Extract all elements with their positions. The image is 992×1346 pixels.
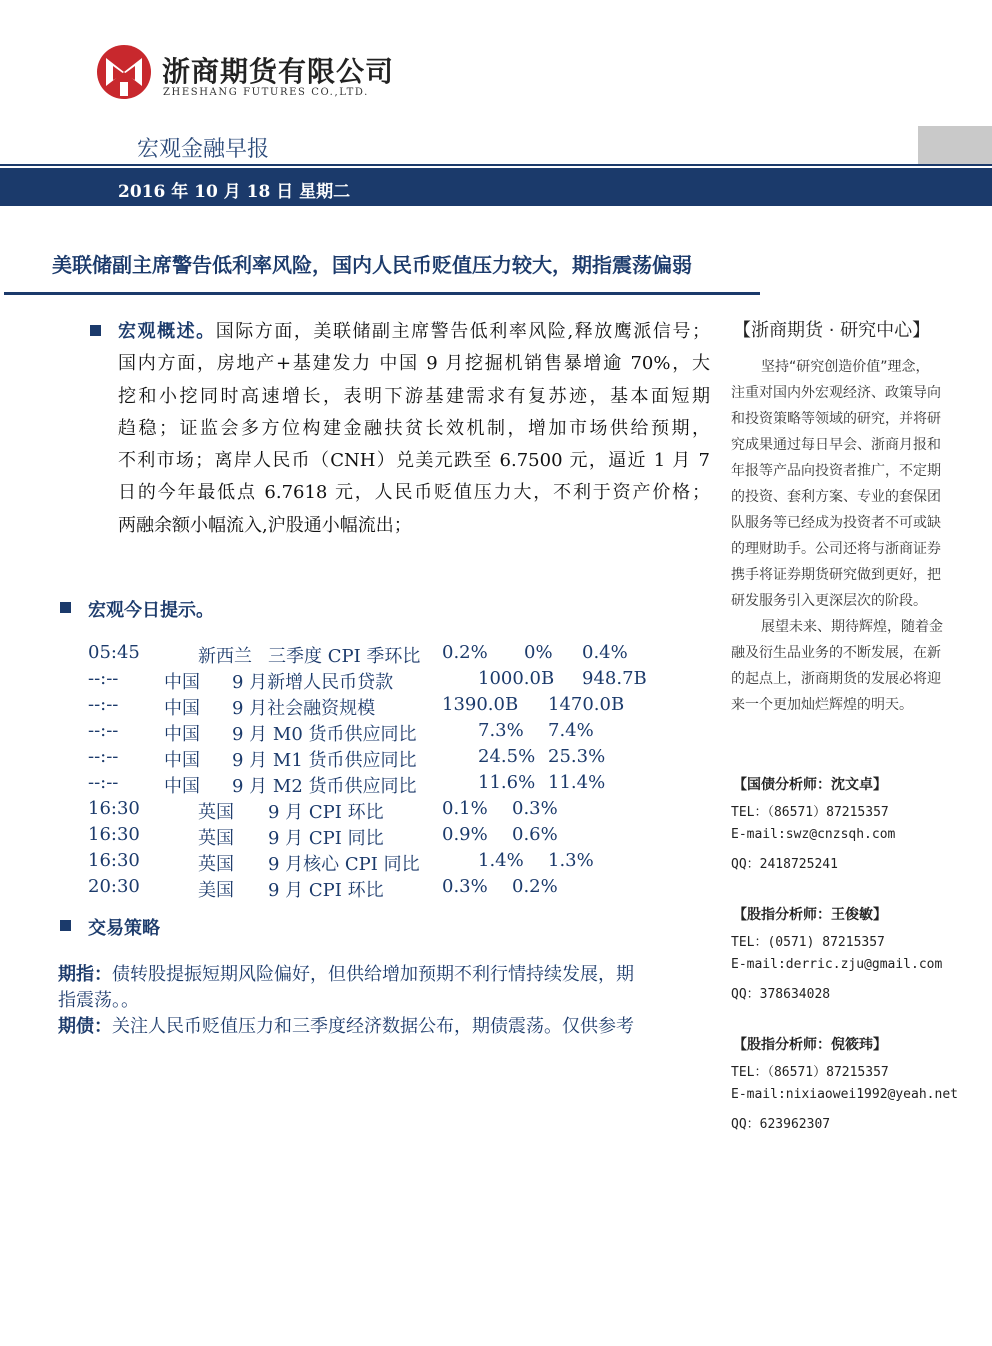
- row-indicator: 9 月核心 CPI 同比: [268, 854, 420, 875]
- analyst-qq: QQ：2418725241: [731, 857, 838, 872]
- square-bullet-icon: [90, 325, 101, 336]
- sidebar-intro: [731, 354, 957, 718]
- stock-index-strategy: [58, 960, 712, 986]
- analyst-qq: QQ：623962307: [731, 1117, 831, 1132]
- row-actual: 0.4%: [582, 642, 628, 663]
- analyst-email[interactable]: E-mail:swz@cnzsqh.com: [731, 827, 896, 842]
- square-bullet-icon: [60, 602, 71, 613]
- row-time: --:--: [88, 772, 119, 793]
- analyst-tel: TEL：（86571）87215357: [731, 805, 889, 820]
- intro-line: 携手将证券期货研究做到更好，把: [731, 567, 941, 583]
- calendar-row: [88, 720, 728, 746]
- row-indicator: 9 月社会融资规模: [232, 698, 376, 719]
- row-time: 16:30: [88, 824, 140, 845]
- row-previous: 0.2%: [442, 642, 488, 663]
- calendar-row: [88, 850, 728, 876]
- row-previous: 0.1%: [442, 798, 488, 819]
- row-indicator: 9 月 CPI 同比: [268, 828, 384, 849]
- calendar-row: [88, 642, 728, 668]
- intro-line: 究成果通过每日早会、浙商月报和: [731, 437, 941, 453]
- intro-line: 展望未来、期待辉煌，随着金: [761, 619, 943, 635]
- row-previous: 0.3%: [442, 876, 488, 897]
- row-forecast: 1.3%: [548, 850, 594, 871]
- intro-line: 坚持“研究创造价值”理念，: [761, 359, 930, 375]
- page-headline: 美联储副主席警告低利率风险，国内人民币贬值压力较大，期指震荡偏弱: [52, 253, 692, 277]
- row-previous: 11.6%: [478, 772, 536, 793]
- bond-text: 关注人民币贬值压力和三季度经济数据公布，期债震荡。仅供参考: [112, 1016, 634, 1037]
- intro-line: 队服务等已经成为投资者不可或缺: [731, 515, 941, 531]
- row-forecast: 0.2%: [512, 876, 558, 897]
- calendar-row: [88, 746, 728, 772]
- overview-line: 国内方面，房地产+基建发力 中国 9 月挖掘机销售暴增逾 70%，大: [118, 353, 710, 375]
- intro-line: 和投资策略等领域的研究，并将研: [731, 411, 941, 427]
- calendar-row: [88, 798, 728, 824]
- row-indicator: 三季度 CPI 季环比: [268, 646, 421, 667]
- row-indicator: 9 月 CPI 环比: [268, 802, 384, 823]
- row-country: 中国: [164, 724, 200, 745]
- calendar-row: [88, 824, 728, 850]
- row-indicator: 9 月 M1 货币供应同比: [232, 750, 417, 771]
- overview-line: 不利市场；离岸人民币（CNH）兑美元跌至 6.7500 元，逼近 1 月 7: [118, 450, 710, 472]
- intro-line: 来一个更加灿烂辉煌的明天。: [731, 697, 913, 713]
- bond-label: 期债：: [58, 1016, 112, 1037]
- analyst-name: 【国债分析师：沈文卓】: [733, 777, 887, 793]
- row-forecast: 1470.0B: [548, 694, 625, 715]
- intro-line: 融及衍生品业务的不断发展，在新: [731, 645, 941, 661]
- strategy-title: 交易策略: [88, 918, 160, 939]
- company-name: 浙商期货有限公司: [162, 55, 395, 88]
- row-indicator: 9 月 M2 货币供应同比: [232, 776, 417, 797]
- company-logo: [96, 44, 152, 100]
- row-previous: 7.3%: [478, 720, 524, 741]
- overview-line: 日的今年最低点 6.7618 元，人民币贬值压力大，不利于资产价格；: [118, 482, 710, 504]
- row-previous: 0.9%: [442, 824, 488, 845]
- overview-line: 两融余额小幅流入,沪股通小幅流出；: [118, 514, 412, 536]
- stock-index-label: 期指：: [58, 964, 112, 985]
- overview-lead: 宏观概述。: [118, 321, 216, 342]
- row-time: 16:30: [88, 850, 140, 871]
- sidebar-title: 【浙商期货 · 研究中心】: [733, 320, 931, 341]
- overview-line: 国际方面，美联储副主席警告低利率风险,释放鹰派信号；: [215, 321, 710, 342]
- overview-line: 趋稳；证监会多方位构建金融扶贫长效机制，增加市场供给预期，: [118, 417, 710, 439]
- row-country: 中国: [164, 776, 200, 797]
- row-previous: 1390.0B: [442, 694, 519, 715]
- intro-line: 注重对国内外宏观经济、政策导向: [731, 385, 941, 401]
- analyst-email[interactable]: E-mail:nixiaowei1992@yeah.net: [731, 1087, 958, 1102]
- intro-line: 的投资、套利方案、专业的套保团: [731, 489, 941, 505]
- row-previous: 1.4%: [478, 850, 524, 871]
- bond-strategy: [58, 1012, 712, 1038]
- row-time: --:--: [88, 746, 119, 767]
- row-indicator: 9 月 M0 货币供应同比: [232, 724, 417, 745]
- analyst-qq: QQ：378634028: [731, 987, 831, 1002]
- row-previous: 24.5%: [478, 746, 536, 767]
- header-grey-tab: [918, 126, 992, 164]
- row-country: 中国: [164, 750, 200, 771]
- intro-line: 的理财助手。公司还将与浙商证券: [731, 541, 941, 557]
- calendar-row: [88, 668, 728, 694]
- calendar-title: 宏观今日提示。: [88, 600, 214, 621]
- intro-line: 的起点上，浙商期货的发展必将迎: [731, 671, 941, 687]
- calendar-row: [88, 772, 728, 798]
- row-forecast: 7.4%: [548, 720, 594, 741]
- calendar-row: [88, 876, 728, 902]
- row-indicator: 9 月新增人民币贷款: [232, 672, 394, 693]
- intro-line: 年报等产品向投资者推广，不定期: [731, 463, 941, 479]
- row-country: 中国: [164, 698, 200, 719]
- row-country: 英国: [198, 802, 234, 823]
- row-time: --:--: [88, 668, 119, 689]
- analyst-email[interactable]: E-mail:derric.zju@gmail.com: [731, 957, 943, 972]
- macro-overview: [118, 316, 710, 542]
- stock-index-text: 债转股提振短期风险偏好，但供给增加预期不利行情持续发展，期: [112, 964, 634, 985]
- row-forecast: 948.7B: [582, 668, 647, 689]
- row-country: 新西兰: [198, 646, 252, 667]
- row-forecast: 25.3%: [548, 746, 606, 767]
- report-date: 2016 年 10 月 18 日 星期二: [118, 182, 351, 202]
- company-english-name: ZHESHANG FUTURES CO.,LTD.: [163, 87, 369, 98]
- row-previous: 1000.0B: [478, 668, 555, 689]
- row-time: 05:45: [88, 642, 140, 663]
- row-forecast: 11.4%: [548, 772, 606, 793]
- row-time: --:--: [88, 694, 119, 715]
- row-indicator: 9 月 CPI 环比: [268, 880, 384, 901]
- row-time: 16:30: [88, 798, 140, 819]
- row-country: 中国: [164, 672, 200, 693]
- overview-line: 挖和小挖同时高速增长，表明下游基建需求有复苏迹，基本面短期: [118, 385, 710, 407]
- analyst-tel: TEL：(0571) 87215357: [731, 935, 885, 950]
- row-country: 英国: [198, 828, 234, 849]
- analyst-tel: TEL：（86571）87215357: [731, 1065, 889, 1080]
- stock-index-strategy-cont: 指震荡。。: [58, 990, 139, 1011]
- analyst-name: 【股指分析师：王俊敏】: [733, 907, 887, 923]
- report-type: 宏观金融早报: [137, 137, 270, 162]
- row-time: 20:30: [88, 876, 140, 897]
- row-country: 英国: [198, 854, 234, 875]
- square-bullet-icon: [60, 920, 71, 931]
- headline-divider: [4, 292, 760, 295]
- row-country: 美国: [198, 880, 234, 901]
- analyst-name: 【股指分析师：倪筱玮】: [733, 1037, 887, 1053]
- row-time: --:--: [88, 720, 119, 741]
- row-forecast: 0%: [524, 642, 553, 663]
- header-divider: [0, 164, 992, 166]
- row-forecast: 0.6%: [512, 824, 558, 845]
- intro-line: 研发服务引入更深层次的阶段。: [731, 593, 927, 609]
- calendar-row: [88, 694, 728, 720]
- row-forecast: 0.3%: [512, 798, 558, 819]
